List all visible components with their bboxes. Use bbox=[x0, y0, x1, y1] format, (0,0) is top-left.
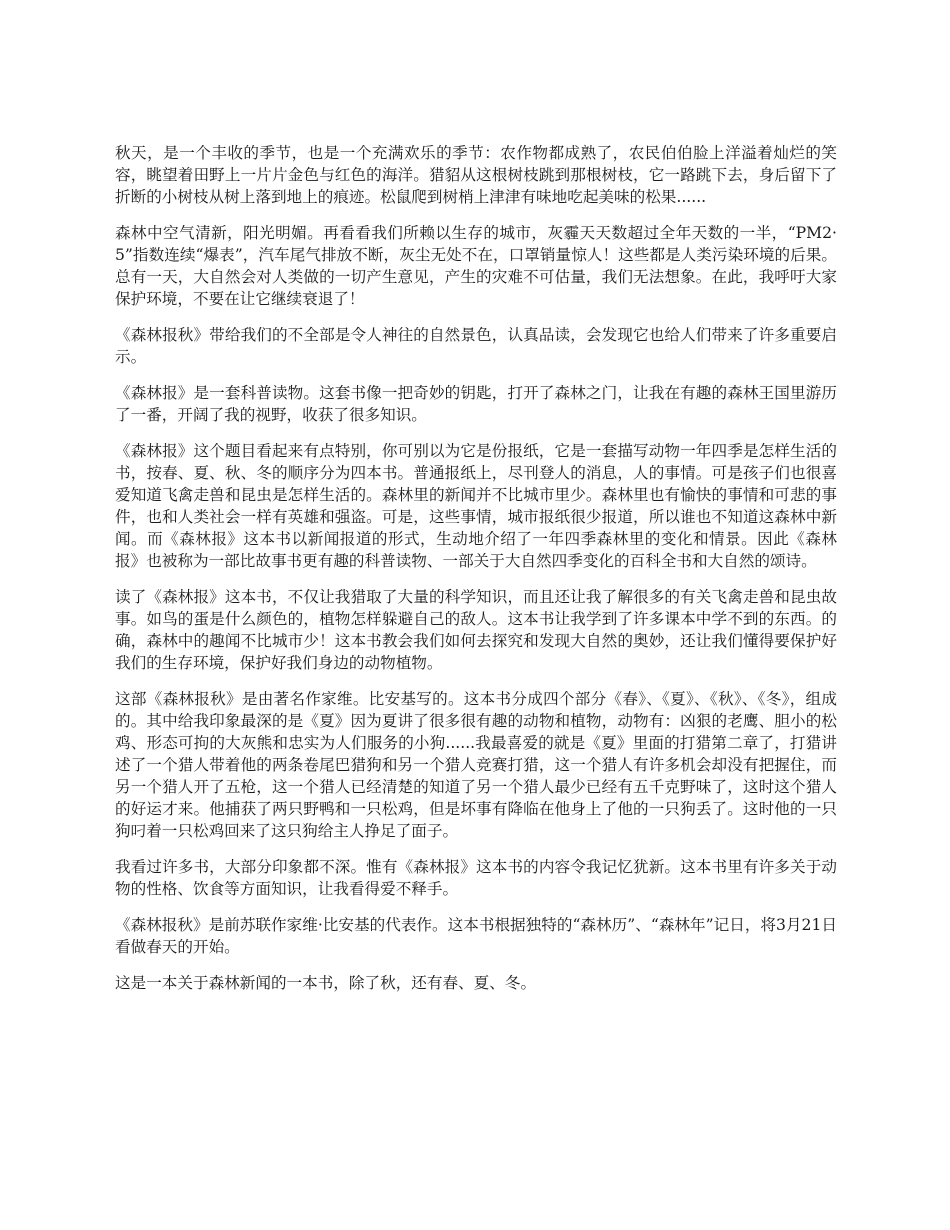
paragraph-4: 《森林报》是一套科普读物。这套书像一把奇妙的钥匙，打开了森林之门，让我在有趣的森林王国里游历了一番，开阔了我的视野，收获了很多知识。 bbox=[115, 384, 837, 424]
paragraph-5: 《森林报》这个题目看起来有点特别，你可别以为它是份报纸，它是一套描写动物一年四季是怎样生活的书，按春、夏、秋、冬的顺序分为四本书。普通报纸上，尽刊登人的消息，人的事情。可是孩子们也很喜爱知道飞禽走兽和昆虫是怎样生活的。森林里的新闻并不比城市里少。森林里也有愉快的事情和可悲的事件，也和人类社会一样有英雄和强盗。可是，这些事情，城市报纸很少报道，所以谁也不知道这森林中新闻。而《森林报》这本书以新闻报道的形式，生动地介绍了一年四季森林里的变化和情景。因此《森林报》也被称为一部比故事书更有趣的科普读物、一部关于大自然四季变化的百科全书和大自然的颂诗。 bbox=[115, 442, 837, 570]
paragraph-7: 这部《森林报秋》是由著名作家维。比安基写的。这本书分成四个部分《春》、《夏》、《秋》、《冬》，组成的。其中给我印象最深的是《夏》因为夏讲了很多很有趣的动物和植物，动物有：凶狠的老鹰、胆小的松鸡、形态可拘的大灰熊和忠实为人们服务的小狗......我最喜爱的就是《夏》里面的打猎第二章了，打猎讲述了一个猎人带着他的两条卷尾巴猎狗和另一个猎人竞赛打猎，这一个猎人有许多机会却没有把握住，而另一个猎人开了五枪，这一个猎人已经清楚的知道了另一个猎人最少已经有五千克野味了，这时这个猎人的好运才来。他捕获了两只野鸭和一只松鸡，但是坏事有降临在他身上了他的一只狗丢了。这时他的一只狗叼着一只松鸡回来了这只狗给主人挣足了面子。 bbox=[115, 690, 837, 840]
paragraph-8: 我看过许多书，大部分印象都不深。惟有《森林报》这本书的内容令我记忆犹新。这本书里有许多关于动物的性格、饮食等方面知识，让我看得爱不释手。 bbox=[115, 858, 837, 898]
paragraph-2: 森林中空气清新，阳光明媚。再看看我们所赖以生存的城市，灰霾天天数超过全年天数的一半，“PM2·5”指数连续“爆表”，汽车尾气排放不断，灰尘无处不在，口罩销量惊人！这些都是人类污染环境的后果。总有一天，大自然会对人类做的一切产生意见，产生的灾难不可估量，我们无法想象。在此，我呼吁大家保护环境，不要在让它继续衰退了！ bbox=[115, 224, 837, 308]
paragraph-1: 秋天，是一个丰收的季节，也是一个充满欢乐的季节：农作物都成熟了，农民伯伯脸上洋溢着灿烂的笑容，眺望着田野上一片片金色与红色的海洋。猎貂从这根树枝跳到那根树枝，它一路跳下去，身后留下了折断的小树枝从树上落到地上的痕迹。松鼠爬到树梢上津津有味地吃起美味的松果...... bbox=[115, 144, 837, 206]
paragraph-3: 《森林报秋》带给我们的不全部是令人神往的自然景色，认真品读，会发现它也给人们带来了许多重要启示。 bbox=[115, 326, 837, 366]
paragraph-10: 这是一本关于森林新闻的一本书，除了秋，还有春、夏、冬。 bbox=[115, 974, 537, 992]
paragraph-6: 读了《森林报》这本书，不仅让我猎取了大量的科学知识，而且还让我了解很多的有关飞禽走兽和昆虫故事。如鸟的蛋是什么颜色的，植物怎样躲避自己的敌人。这本书让我学到了许多课本中学不到的东西。的确，森林中的趣闻不比城市少！这本书教会我们如何去探究和发现大自然的奥妙，还让我们懂得要保护好我们的生存环境，保护好我们身边的动物植物。 bbox=[115, 588, 837, 672]
paragraph-9: 《森林报秋》是前苏联作家维·比安基的代表作。这本书根据独特的“森林历”、“森林年”记日，将3月21日看做春天的开始。 bbox=[115, 916, 837, 956]
document-body bbox=[115, 142, 837, 1008]
